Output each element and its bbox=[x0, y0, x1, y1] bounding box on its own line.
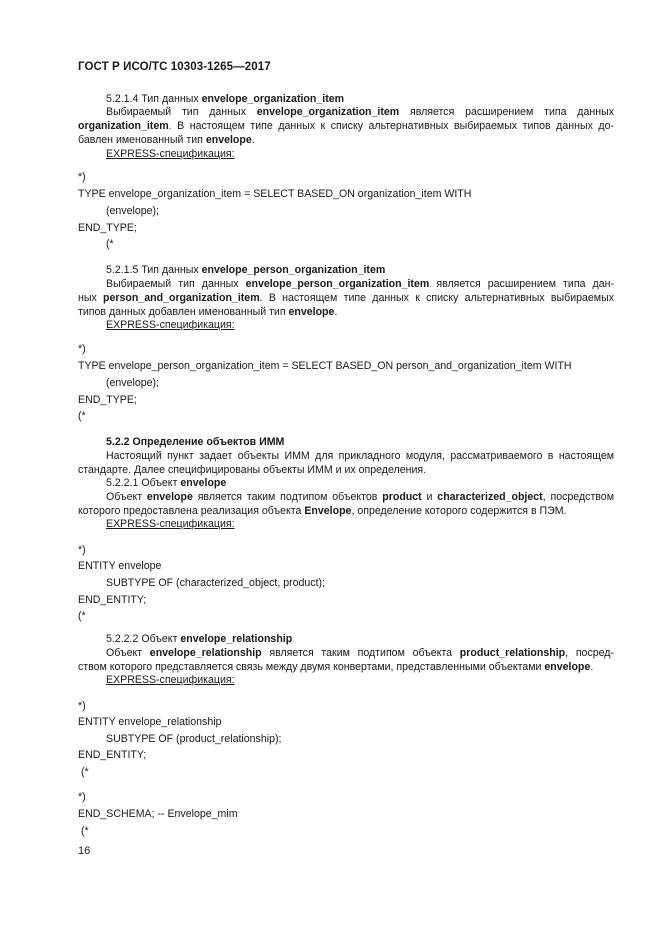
section-heading-5-2-2-2 bbox=[106, 633, 292, 646]
heading-term: envelope bbox=[180, 477, 227, 489]
heading-term: envelope_person_organization_item bbox=[201, 264, 386, 276]
paragraph-line bbox=[78, 292, 614, 305]
text: Объект bbox=[106, 647, 150, 659]
code-line: *) bbox=[78, 791, 86, 803]
code-line: SUBTYPE OF (characterized_object, product); bbox=[106, 577, 326, 589]
text: типов данных добавлен именованный тип bbox=[78, 306, 289, 318]
code-line: (envelope); bbox=[106, 205, 159, 217]
text: является расширением типа дан- bbox=[429, 278, 614, 290]
code-line: *) bbox=[78, 700, 86, 712]
code-line: (* bbox=[106, 238, 114, 250]
text: . bbox=[334, 306, 338, 318]
text: , посред- bbox=[565, 647, 614, 659]
heading-term: envelope_relationship bbox=[180, 633, 293, 645]
term: envelope bbox=[288, 306, 335, 318]
term: envelope_organization_item bbox=[256, 106, 400, 118]
heading-term: envelope_organization_item bbox=[201, 93, 345, 105]
text: которого предоставлена реализация объекта bbox=[78, 505, 305, 517]
term: envelope bbox=[146, 491, 193, 503]
term: person_and_organization_item bbox=[103, 292, 260, 304]
text: . В настоящем типе данных к списку альтернативных выбираемых bbox=[259, 292, 614, 304]
code-line: *) bbox=[78, 544, 86, 556]
code-line: END_TYPE; bbox=[78, 222, 137, 234]
code-line: TYPE envelope_organization_item = SELECT BASED_ON organization_item WITH bbox=[78, 188, 472, 200]
code-line: (* bbox=[78, 610, 86, 622]
text: Выбираемый тип данных bbox=[106, 106, 257, 118]
term: product bbox=[382, 491, 422, 503]
section-heading-5-2-2: 5.2.2 Определение объектов ИММ bbox=[106, 436, 285, 448]
code-line: ENTITY envelope bbox=[78, 560, 162, 572]
code-line: END_SCHEMA; -- Envelope_mim bbox=[78, 808, 238, 820]
paragraph-line bbox=[106, 278, 614, 291]
paragraph-line bbox=[78, 134, 255, 147]
text: является расширением типа данных bbox=[399, 106, 614, 118]
express-spec-label: EXPRESS-спецификация: bbox=[106, 148, 235, 160]
text: является таким подтипом объектов bbox=[192, 491, 383, 503]
code-line: *) bbox=[78, 171, 86, 183]
code-line: END_ENTITY; bbox=[78, 594, 147, 606]
express-spec-label: EXPRESS-спецификация: bbox=[106, 319, 235, 331]
code-line: END_ENTITY; bbox=[78, 749, 147, 761]
code-line: ENTITY envelope_relationship bbox=[78, 716, 222, 728]
text: . bbox=[590, 661, 594, 673]
text: Объект bbox=[106, 491, 147, 503]
paragraph-line bbox=[78, 661, 593, 674]
term: product_relationship bbox=[459, 647, 566, 659]
code-line: (* bbox=[81, 825, 89, 837]
code-line: (* bbox=[81, 766, 89, 778]
term: organization_item bbox=[78, 120, 169, 132]
heading-text: 5.2.2.1 Объект bbox=[106, 477, 181, 489]
heading-text: 5.2.1.4 Тип данных bbox=[106, 93, 202, 105]
paragraph-line bbox=[78, 306, 337, 319]
text: ных bbox=[78, 292, 104, 304]
paragraph-line: стандарте. Далее специфицированы объекты ИММ и их определения. bbox=[78, 464, 427, 476]
paragraph-line bbox=[78, 120, 614, 133]
document-header: ГОСТ Р ИСО/ТС 10303-1265—2017 bbox=[78, 61, 271, 73]
paragraph-line bbox=[106, 491, 614, 504]
section-heading-5-2-1-5 bbox=[106, 264, 385, 277]
term: Envelope bbox=[304, 505, 352, 517]
heading-text: 5.2.2.2 Объект bbox=[106, 633, 181, 645]
text: является таким подтипом объекта bbox=[261, 647, 460, 659]
paragraph-line: Настоящий пункт задает объекты ИММ для прикладного модуля, рассматриваемого в настоящем bbox=[106, 450, 614, 462]
text: бавлен именованный тип bbox=[78, 134, 206, 146]
code-line: END_TYPE; bbox=[78, 394, 137, 406]
text: , определение которого содержится в ПЭМ. bbox=[351, 505, 567, 517]
section-heading-5-2-2-1 bbox=[106, 477, 226, 490]
code-line: *) bbox=[78, 343, 86, 355]
text: . bbox=[251, 134, 255, 146]
term: envelope_relationship bbox=[149, 647, 262, 659]
code-line: (* bbox=[78, 410, 86, 422]
text: и bbox=[421, 491, 438, 503]
text: . В настоящем типе данных к списку альтернативных выбираемых типов данных до- bbox=[168, 120, 614, 132]
page-number: 16 bbox=[78, 845, 91, 857]
express-spec-label: EXPRESS-спецификация: bbox=[106, 674, 235, 686]
code-line: SUBTYPE OF (product_relationship); bbox=[106, 733, 282, 745]
term: envelope_person_organization_item bbox=[245, 278, 430, 290]
section-heading-5-2-1-4 bbox=[106, 93, 344, 106]
paragraph-line bbox=[106, 647, 614, 660]
text: ством которого представляется связь между двумя конвертами, представленными объектами bbox=[78, 661, 545, 673]
express-spec-label: EXPRESS-спецификация: bbox=[106, 518, 235, 530]
paragraph-line bbox=[78, 505, 567, 518]
paragraph-line bbox=[106, 106, 614, 119]
code-line: (envelope); bbox=[106, 377, 159, 389]
code-line: TYPE envelope_person_organization_item = SELECT BASED_ON person_and_organization_item WITH bbox=[78, 360, 572, 372]
term: envelope bbox=[544, 661, 591, 673]
term: envelope bbox=[205, 134, 252, 146]
text: Выбираемый тип данных bbox=[106, 278, 246, 290]
heading-text: 5.2.1.5 Тип данных bbox=[106, 264, 202, 276]
term: characterized_object bbox=[437, 491, 543, 503]
text: , посредством bbox=[542, 491, 614, 503]
